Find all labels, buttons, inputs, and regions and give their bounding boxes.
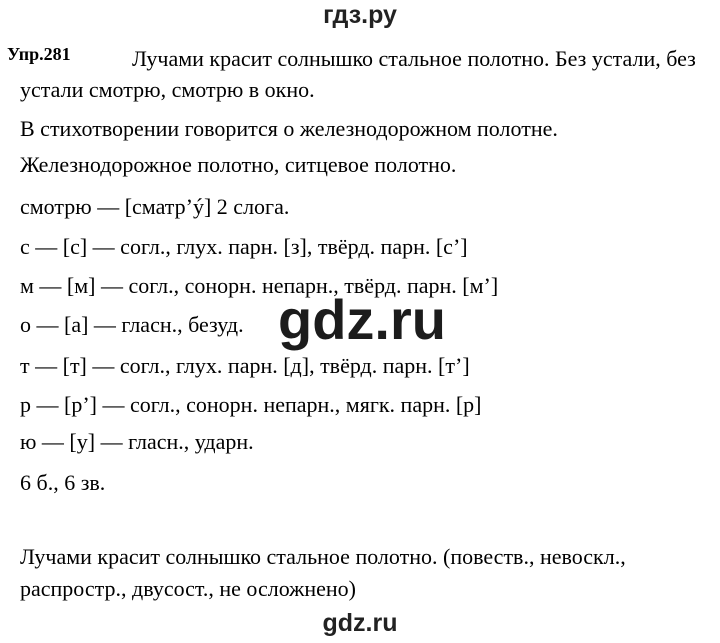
watermark-middle: gdz.ru bbox=[278, 288, 446, 351]
text-line-2: Железнодорожное полотно, ситцевое полотно. bbox=[20, 152, 457, 177]
watermark-top: гдз.ру bbox=[323, 1, 397, 29]
sound-count: 6 б., 6 зв. bbox=[20, 470, 106, 495]
text-line-1: В стихотворении говорится о железнодорожном полотне. bbox=[20, 116, 558, 141]
watermark-bottom: gdz.ru bbox=[322, 609, 398, 637]
phonetic-line-r: р — [р’] — согл., сонорн. непарн., мягк. парн. [р] bbox=[20, 392, 482, 417]
poem-line-2: устали смотрю, смотрю в окно. bbox=[20, 77, 315, 102]
text-line-3: смотрю — [сматр’ý] 2 слога. bbox=[20, 194, 290, 219]
poem-line-1: Лучами красит солнышко стальное полотно. Без устали, без bbox=[132, 46, 696, 71]
phonetic-line-s: с — [с] — согл., глух. парн. [з], твёрд. парн. [с’] bbox=[20, 234, 468, 259]
analysis-line-2: распростр., двусост., не осложнено) bbox=[20, 576, 356, 601]
phonetic-line-o: о — [а] — гласн., безуд. bbox=[20, 312, 244, 337]
analysis-line-1: Лучами красит солнышко стальное полотно. (повеств., невоскл., bbox=[20, 544, 626, 569]
phonetic-line-t: т — [т] — согл., глух. парн. [д], твёрд. парн. [т’] bbox=[20, 353, 470, 378]
phonetic-line-m: м — [м] — согл., сонорн. непарн., твёрд. парн. [м’] bbox=[20, 273, 499, 298]
phonetic-line-yu: ю — [у] — гласн., ударн. bbox=[20, 429, 254, 454]
exercise-number: Упр.281 bbox=[7, 44, 71, 64]
